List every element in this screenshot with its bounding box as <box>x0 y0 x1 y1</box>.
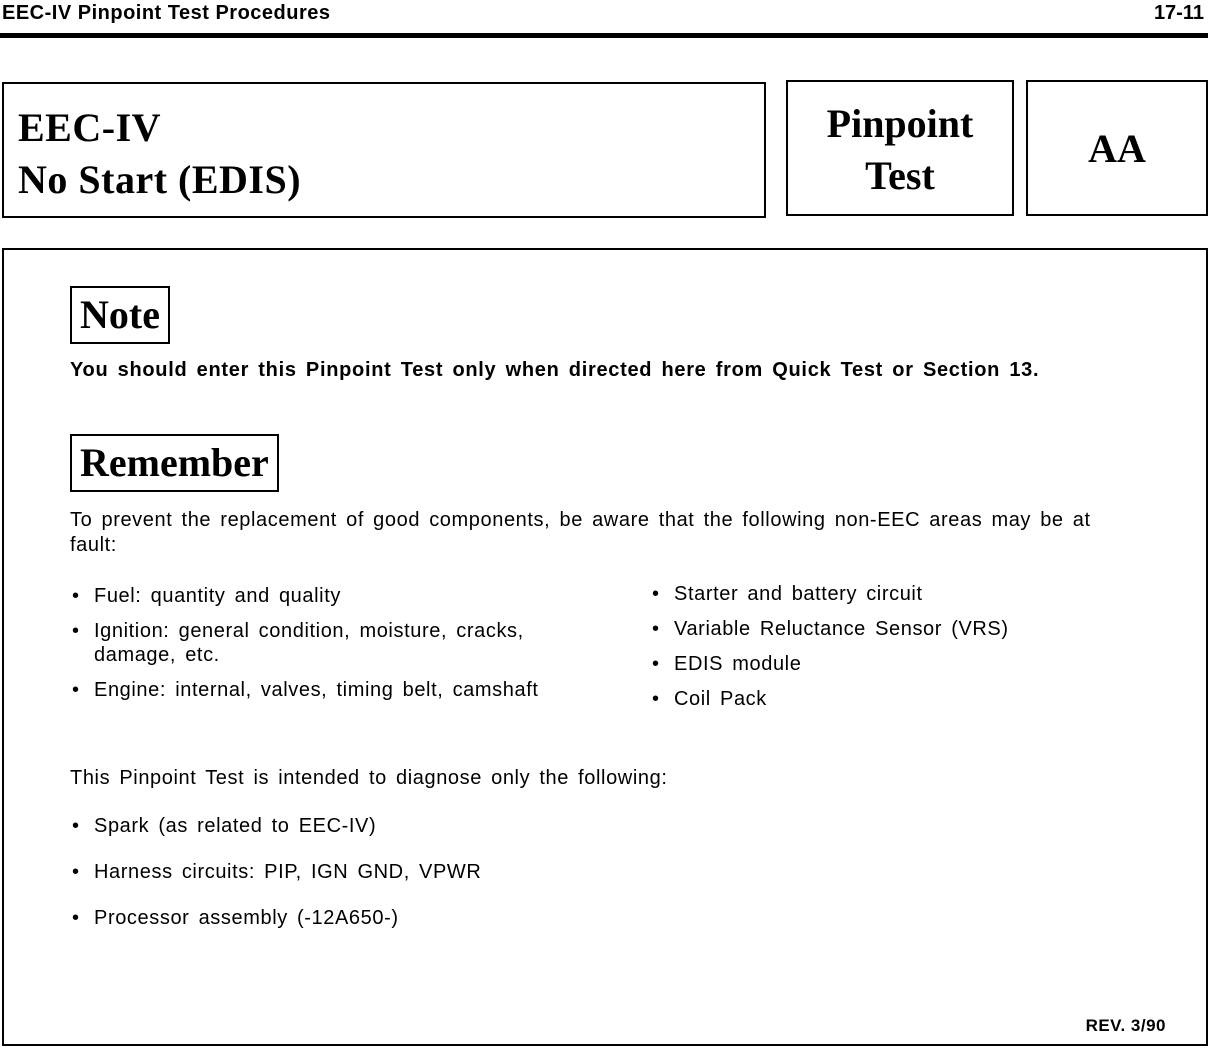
pinpoint-test-box <box>786 80 1014 216</box>
pinpoint-label-line2: Test <box>865 153 935 198</box>
test-code-box <box>1026 80 1208 216</box>
list-item: • EDIS module <box>650 652 1170 676</box>
diagnose-list <box>70 814 770 952</box>
test-title-line1: EEC-IV <box>18 105 162 150</box>
remember-text: To prevent the replacement of good components, be aware that the following non-EEC areas may be at fault: <box>70 509 1091 556</box>
list-item: • Processor assembly (-12A650-) <box>70 906 770 930</box>
list-item: • Spark (as related to EEC-IV) <box>70 814 770 838</box>
remember-label: Remember <box>70 434 279 492</box>
diagnose-intro-text: This Pinpoint Test is intended to diagnose only the following: <box>70 767 668 789</box>
list-item: • Variable Reluctance Sensor (VRS) <box>650 617 1170 641</box>
page-number: 17-11 <box>1153 2 1204 24</box>
list-item: • Fuel: quantity and quality <box>70 584 550 608</box>
list-item: • Coil Pack <box>650 687 1170 711</box>
content-panel <box>2 248 1208 1046</box>
pinpoint-label-line1: Pinpoint <box>826 101 974 146</box>
test-code: AA <box>1088 125 1146 171</box>
list-item: • Engine: internal, valves, timing belt, camshaft <box>70 678 550 702</box>
non-eec-areas-left-list <box>70 584 550 713</box>
non-eec-areas-right-list <box>650 582 1170 722</box>
page-header-title: EEC-IV Pinpoint Test Procedures <box>2 2 331 24</box>
list-item: • Harness circuits: PIP, IGN GND, VPWR <box>70 860 770 884</box>
note-text: You should enter this Pinpoint Test only when directed here from Quick Test or Section 13. <box>70 359 1040 381</box>
list-item: • Starter and battery circuit <box>650 582 1170 606</box>
list-item: • Ignition: general condition, moisture, cracks, damage, etc. <box>70 619 550 667</box>
test-title-box <box>2 82 766 218</box>
revision-label: REV. 3/90 <box>1085 1016 1166 1035</box>
test-title-line2: No Start (EDIS) <box>18 157 302 202</box>
note-label: Note <box>70 286 170 344</box>
header-rule <box>0 33 1208 38</box>
